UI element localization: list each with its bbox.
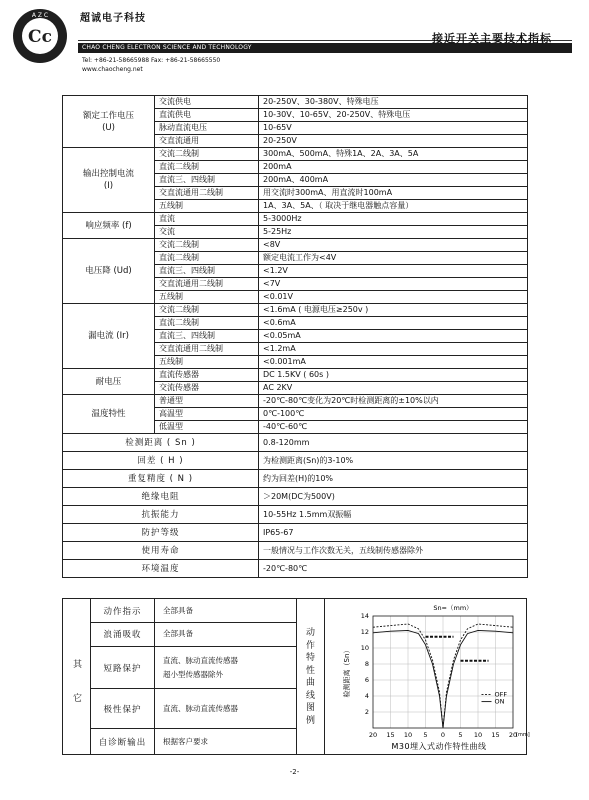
spec-value: ＞20M(DC为500V) <box>259 488 528 506</box>
curve-title-char: 动 <box>305 628 315 638</box>
spec-subtype: 交直流通用二线制 <box>155 343 259 356</box>
spec-value: 200mA、400mA <box>259 174 528 187</box>
chart-legend-label: ON <box>494 697 505 706</box>
chart-box <box>325 598 530 755</box>
spec-row <box>63 488 528 506</box>
spec-row <box>63 560 528 578</box>
spec-subtype: 直流二线制 <box>155 161 259 174</box>
spec-value: 一般情况与工作次数无关，五线制传感器除外 <box>259 542 528 560</box>
chart-x-tick-label: 10 <box>403 731 413 739</box>
other-label-top: 其 <box>72 660 82 670</box>
spec-category <box>63 239 155 304</box>
curve-title-char: 图 <box>305 703 315 713</box>
chart-y-label: 检测距离（Sn） <box>343 646 351 698</box>
spec-row <box>63 148 528 161</box>
chart-x-tick-label: 5 <box>458 731 463 739</box>
spec-value: 0.8-120mm <box>259 434 528 452</box>
spec-category-name: 耐电压 <box>95 376 122 387</box>
spec-value: <1.2V <box>259 265 528 278</box>
chart-x-tick-label: 15 <box>491 731 500 739</box>
chart-legend-label: OFF <box>494 690 508 699</box>
curve-title-char: 性 <box>305 665 315 676</box>
action-curve-chart <box>325 599 530 754</box>
curve-title-char: 作 <box>305 640 315 651</box>
spec-subtype: 交流传感器 <box>155 382 259 395</box>
spec-subtype: 五线制 <box>155 200 259 213</box>
spec-value: DC 1.5KV ( 60s ) <box>259 369 528 382</box>
chart-x-tick-label: 15 <box>386 731 395 739</box>
spec-subtype: 交直流通用二线制 <box>155 278 259 291</box>
curve-title-char: 线 <box>305 690 315 701</box>
spec-category-name: 电压降 (Ud) <box>85 266 132 276</box>
spec-subtype: 高温型 <box>155 408 259 421</box>
page-header <box>0 0 589 80</box>
chart-y-tick-label: 6 <box>364 676 369 684</box>
spec-row <box>63 96 528 109</box>
spec-row <box>63 506 528 524</box>
spec-row <box>63 470 528 488</box>
spec-subtype: 直流三、四线制 <box>155 265 259 278</box>
logo-text: A Z C <box>31 12 49 19</box>
chart-y-tick-label: 12 <box>360 628 369 636</box>
spec-subtype: 直流二线制 <box>155 252 259 265</box>
other-row-name: 自诊断输出 <box>91 729 155 754</box>
spec-value: <1.2mA <box>259 343 528 356</box>
spec-subtype: 普通型 <box>155 395 259 408</box>
chart-x-tick-label: 10 <box>473 731 483 739</box>
other-row-value-line: 根据客户要求 <box>163 736 208 746</box>
spec-category-unit: (U) <box>102 122 115 133</box>
chart-x-tick-label: 20 <box>508 731 518 739</box>
spec-row <box>63 524 528 542</box>
spec-subtype: 五线制 <box>155 356 259 369</box>
spec-value: 5-3000Hz <box>259 213 528 226</box>
spec-value: <0.05mA <box>259 330 528 343</box>
other-row-name: 短路保护 <box>91 647 155 688</box>
spec-category <box>63 304 155 369</box>
chart-title: Sn=（mm） <box>433 604 473 612</box>
contact-info <box>82 56 220 74</box>
other-row-value-line: 全部具备 <box>163 629 193 638</box>
other-row <box>91 622 297 647</box>
spec-table <box>62 95 528 578</box>
spec-row <box>63 239 528 252</box>
chart-y-tick-label: 2 <box>364 708 369 716</box>
other-row-name: 动作指示 <box>91 599 155 622</box>
spec-value: 为检测距离(Sn)的3-10% <box>259 452 528 470</box>
company-name-en: CHAO CHENG ELECTRON SCIENCE AND TECHNOLOGY <box>82 44 252 51</box>
spec-subtype: 交直流通用二线制 <box>155 187 259 200</box>
other-row-value <box>163 622 193 646</box>
spec-category-name: 输出控制电流 <box>82 169 134 179</box>
spec-value: 0℃-100℃ <box>259 408 528 421</box>
spec-item-name: 环境温度 <box>63 560 259 578</box>
other-row <box>91 598 297 623</box>
spec-subtype: 交流供电 <box>155 96 259 109</box>
spec-item-name: 使用寿命 <box>63 542 259 560</box>
chart-y-tick-label: 8 <box>364 660 369 668</box>
spec-row <box>63 452 528 470</box>
spec-category <box>63 369 155 395</box>
spec-subtype: 脉动直流电压 <box>155 122 259 135</box>
other-row-name: 极性保护 <box>91 689 155 728</box>
spec-subtype: 直流传感器 <box>155 369 259 382</box>
spec-value: 10-65V <box>259 122 528 135</box>
chart-y-tick-label: 14 <box>360 612 369 620</box>
spec-row <box>63 369 528 382</box>
chart-x-unit: [mm] <box>516 732 530 738</box>
other-section <box>62 598 530 755</box>
other-row-value-line: 直流、脉动直流传感器 <box>163 703 238 713</box>
curve-title-char: 特 <box>305 653 315 663</box>
spec-value: 300mA、500mA、特殊1A、2A、3A、5A <box>259 148 528 161</box>
spec-value: <8V <box>259 239 528 252</box>
spec-value: <1.6mA ( 电源电压≥250v ) <box>259 304 528 317</box>
other-row-value-line: 直流、脉动直流传感器 <box>163 655 238 665</box>
spec-item-name: 抗振能力 <box>63 506 259 524</box>
spec-value: 200mA <box>259 161 528 174</box>
spec-item-name: 防护等级 <box>63 524 259 542</box>
svg-text:Cc: Cc <box>28 27 52 47</box>
spec-value: 20-250V <box>259 135 528 148</box>
spec-value: <7V <box>259 278 528 291</box>
other-row <box>91 647 297 689</box>
other-row <box>91 729 297 755</box>
company-logo <box>10 6 70 66</box>
chart-x-label: M30埋入式动作特性曲线 <box>391 742 487 751</box>
spec-value: -40℃-60℃ <box>259 421 528 434</box>
other-row-value <box>163 599 193 622</box>
spec-subtype: 直流供电 <box>155 109 259 122</box>
spec-subtype: 交流二线制 <box>155 148 259 161</box>
spec-value: 10-30V、10-65V、20-250V、特殊电压 <box>259 109 528 122</box>
spec-row <box>63 434 528 452</box>
spec-category <box>63 213 155 239</box>
spec-subtype: 直流 <box>155 213 259 226</box>
other-row-value <box>163 647 238 688</box>
spec-item-name: 检测距离 ( Sn ) <box>63 434 259 452</box>
spec-row <box>63 304 528 317</box>
other-row-value <box>163 689 238 728</box>
spec-value: <0.001mA <box>259 356 528 369</box>
spec-item-name: 重复精度 ( N ) <box>63 470 259 488</box>
company-name-cn: 超诚电子科技 <box>80 13 146 24</box>
curve-title-char: 例 <box>305 715 315 726</box>
spec-subtype: 五线制 <box>155 291 259 304</box>
spec-value: IP65-67 <box>259 524 528 542</box>
spec-category <box>63 148 155 213</box>
other-row-value <box>163 729 208 754</box>
other-row-value-line: 超小型传感器除外 <box>163 669 223 679</box>
spec-row <box>63 395 528 408</box>
spec-value: <0.6mA <box>259 317 528 330</box>
website-link[interactable]: www.chaocheng.net <box>82 66 143 73</box>
spec-value: 10-55Hz 1.5mm双振幅 <box>259 506 528 524</box>
spec-value: 20-250V、30-380V、特殊电压 <box>259 96 528 109</box>
chart-x-tick-label: 5 <box>423 731 428 739</box>
spec-value: 5-25Hz <box>259 226 528 239</box>
spec-value: 1A、3A、5A、（ 取决于继电器触点容量） <box>259 200 528 213</box>
spec-item-name: 回差 ( H ) <box>63 452 259 470</box>
spec-subtype: 直流二线制 <box>155 317 259 330</box>
spec-subtype: 交流二线制 <box>155 304 259 317</box>
page-number: -2- <box>289 768 300 776</box>
spec-row <box>63 213 528 226</box>
curve-title-char: 曲 <box>305 678 315 688</box>
spec-row <box>63 542 528 560</box>
spec-category <box>63 96 155 148</box>
spec-category-name: 额定工作电压 <box>82 110 134 121</box>
spec-value: -20℃-80℃ <box>259 560 528 578</box>
curve-title <box>297 598 325 755</box>
spec-subtype: 交直流通用 <box>155 135 259 148</box>
chart-y-tick-label: 10 <box>360 644 369 652</box>
spec-subtype: 交流二线制 <box>155 239 259 252</box>
spec-value: 额定电流工作为<4V <box>259 252 528 265</box>
spec-value: 约为回差(H)的10% <box>259 470 528 488</box>
chart-x-tick-label: 20 <box>368 731 378 739</box>
spec-subtype: 低温型 <box>155 421 259 434</box>
spec-value: 用交流时300mA、用直流时100mA <box>259 187 528 200</box>
spec-category-name: 漏电流 (Ir) <box>88 331 129 341</box>
spec-subtype: 直流三、四线制 <box>155 174 259 187</box>
spec-category-name: 响应频率 (f) <box>85 220 132 231</box>
spec-value: <0.01V <box>259 291 528 304</box>
chart-y-tick-label: 4 <box>364 692 369 700</box>
spec-category <box>63 395 155 434</box>
other-row-name: 浪涌吸收 <box>91 622 155 646</box>
page-title: 接近开关主要技术指标 <box>432 32 552 45</box>
spec-value: -20℃-80℃变化为20℃时检测距离的±10%以内 <box>259 395 528 408</box>
other-label-bottom: 它 <box>72 694 82 704</box>
other-label <box>62 598 91 755</box>
spec-subtype: 交流 <box>155 226 259 239</box>
other-row-value-line: 全部具备 <box>163 605 193 615</box>
chart-x-tick-label: 0 <box>440 731 446 739</box>
contact-phone-fax: Tel: +86-21-58665988 Fax: +86-21-58665550 <box>82 57 221 64</box>
spec-subtype: 直流三、四线制 <box>155 330 259 343</box>
spec-category-unit: (I) <box>103 181 114 191</box>
spec-value: AC 2KV <box>259 382 528 395</box>
spec-category-name: 温度特性 <box>91 409 126 419</box>
other-row <box>91 689 297 729</box>
spec-item-name: 绝缘电阻 <box>63 488 259 506</box>
